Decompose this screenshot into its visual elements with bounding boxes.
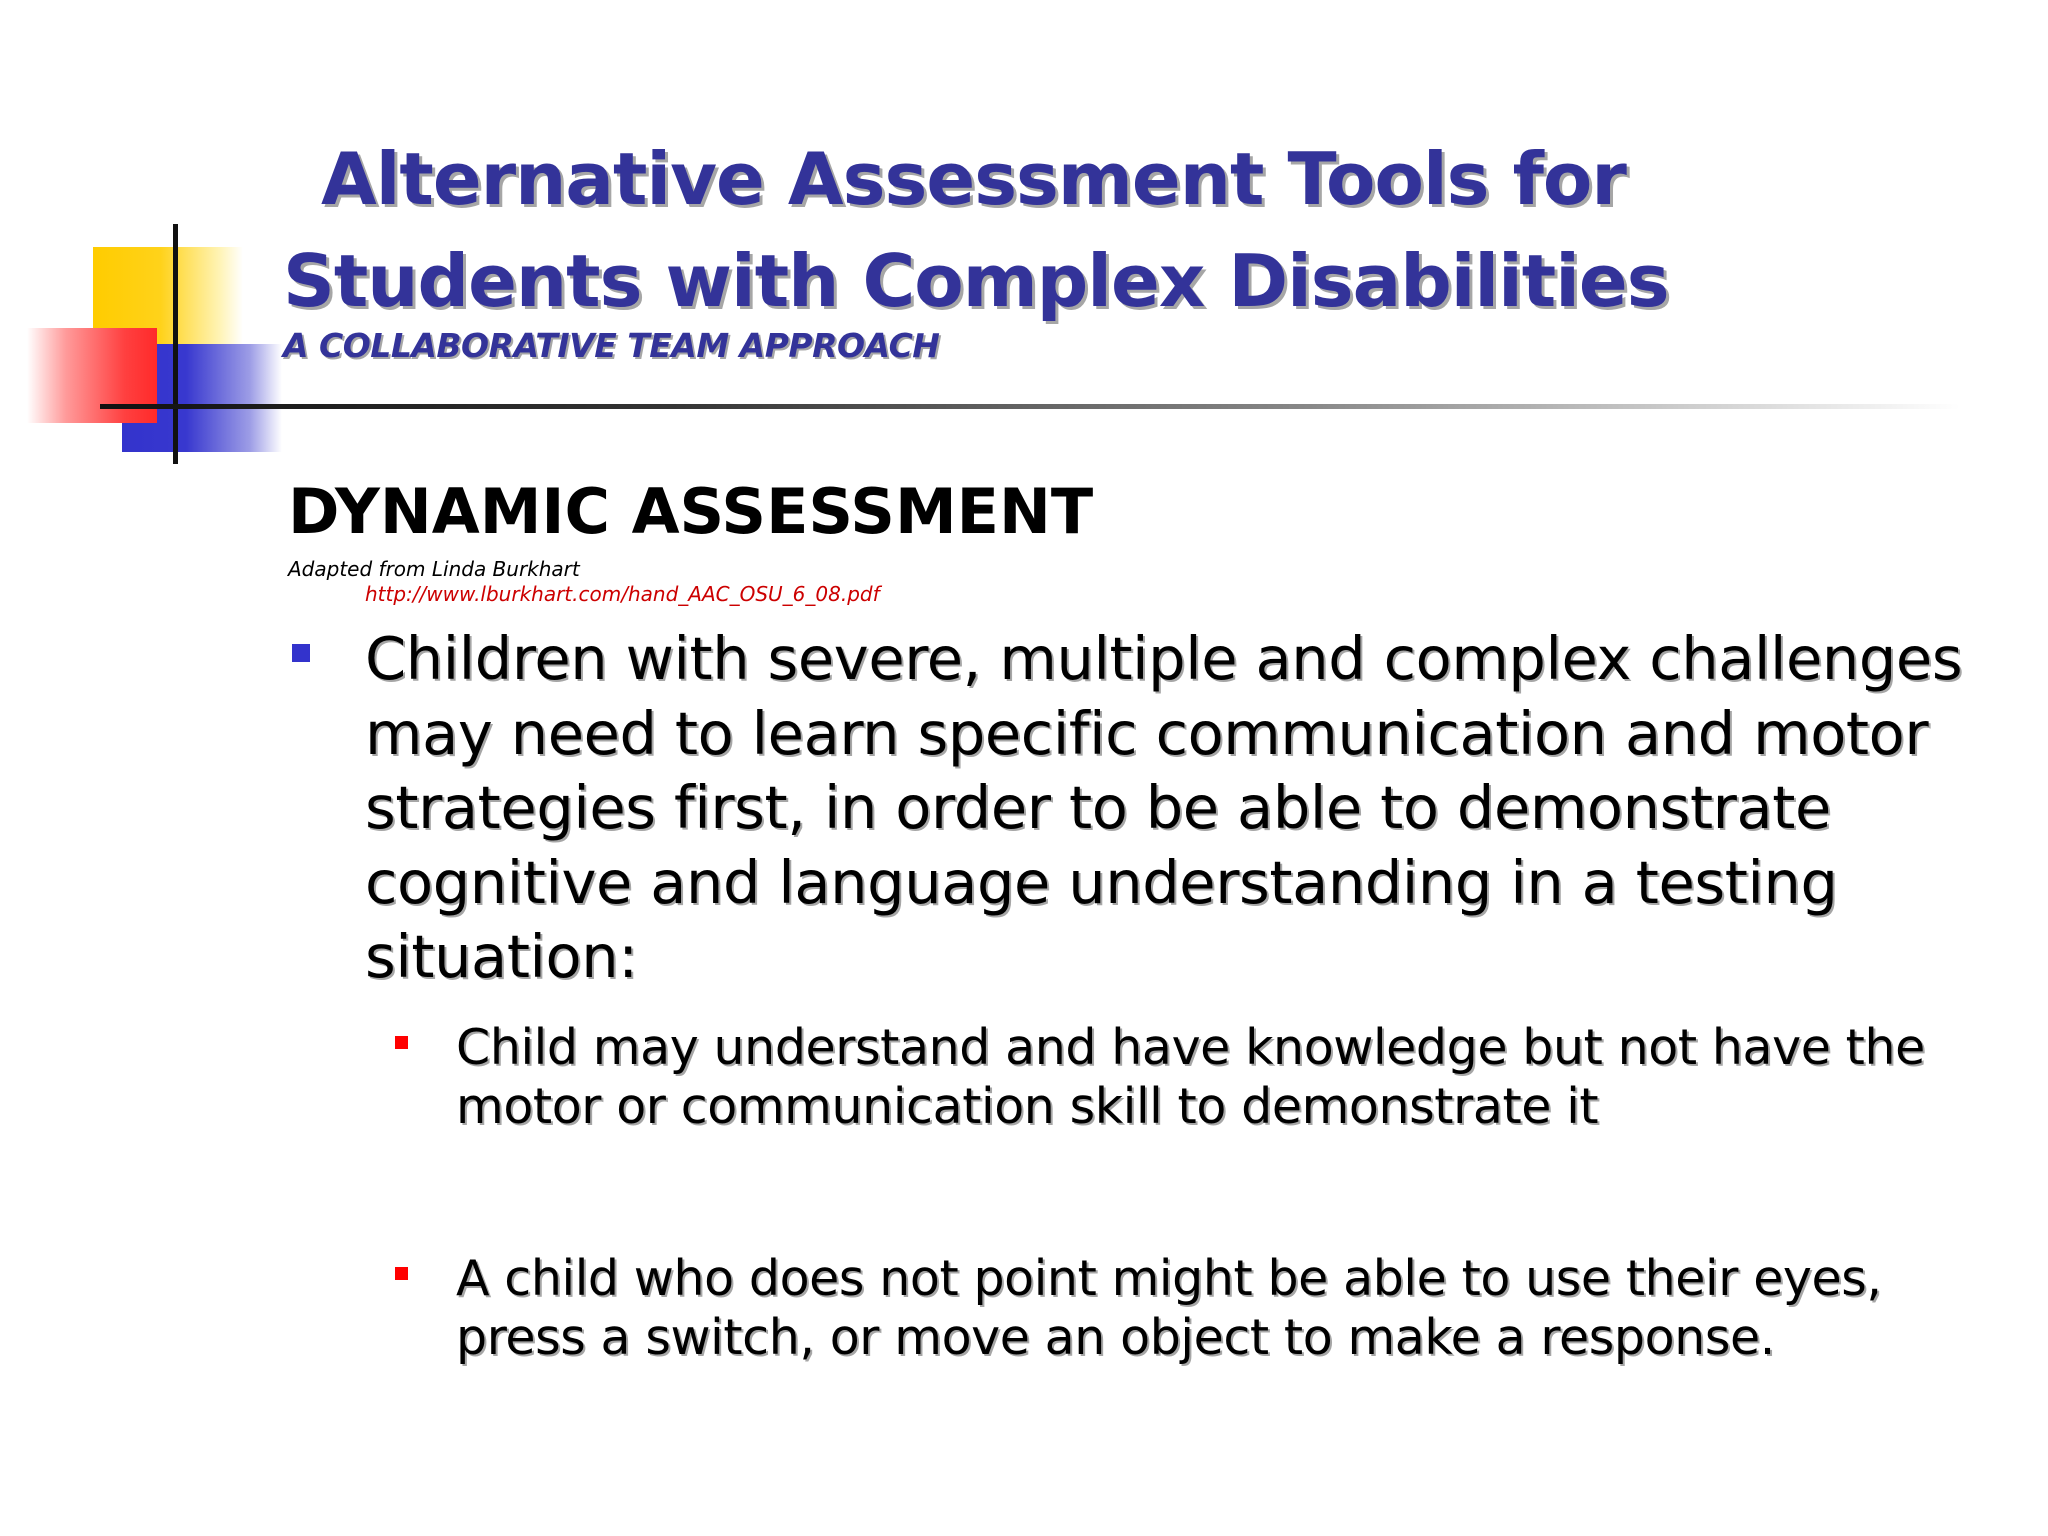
square-bullet-icon bbox=[395, 1267, 408, 1280]
square-bullet-icon bbox=[395, 1036, 408, 1049]
decor-vertical-line bbox=[173, 224, 178, 464]
sub-bullet-text: A child who does not point might be able to use their eyes, press a switch, or move an object to make a response. bbox=[456, 1250, 1882, 1366]
sub-bullet-text: Child may understand and have knowledge but not have the motor or communication skill to demonstrate it bbox=[456, 1019, 1925, 1135]
square-bullet-icon bbox=[292, 644, 310, 662]
slide-title-line-2: Students with Complex Disabilities bbox=[283, 239, 1669, 323]
slide-title-line-1: Alternative Assessment Tools for bbox=[321, 137, 1626, 221]
source-link[interactable]: http://www.lburkhart.com/hand_AAC_OSU_6_08.pdf bbox=[365, 582, 880, 606]
title-underline bbox=[100, 404, 1960, 409]
main-bullet-text: Children with severe, multiple and complex challenges may need to learn specific communication and motor strategies first, in order to be able to demonstrate cognitive and language understanding in a testing situation: bbox=[365, 624, 1963, 991]
section-heading: DYNAMIC ASSESSMENT bbox=[288, 475, 1094, 548]
slide-title bbox=[283, 128, 2003, 332]
slide-subtitle: A COLLABORATIVE TEAM APPROACH bbox=[283, 326, 940, 365]
source-credit: Adapted from Linda Burkhart bbox=[288, 557, 580, 581]
